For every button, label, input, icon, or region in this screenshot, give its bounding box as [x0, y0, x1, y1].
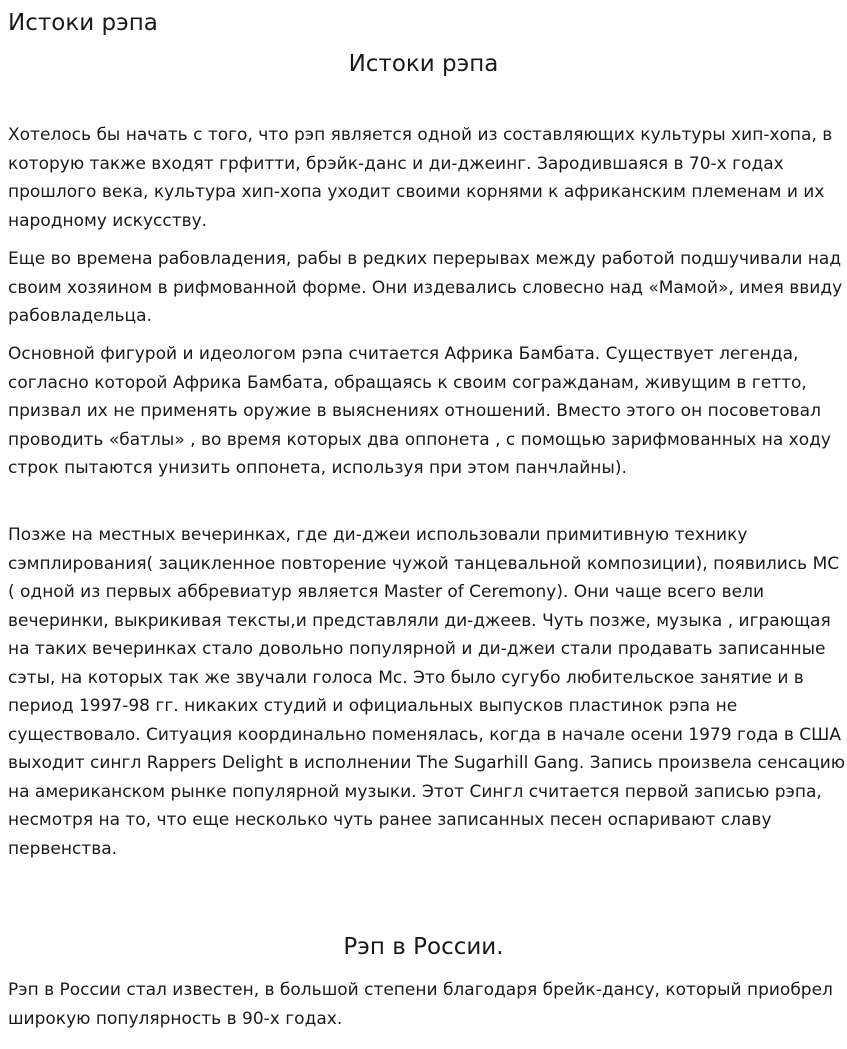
paragraph: Рэп в России стал известен, в большой степени благодаря брейк-дансу, который приобрел широкую популярность в 90-х годах.	[8, 980, 833, 1029]
paragraph: Еще во времена рабовладения, рабы в редких перерывах между работой подшучивали над своим хозяином в рифмованной форме. Они издевались словесно над «Мамой», имея ввиду рабовладельца.	[8, 249, 843, 326]
paragraph: Основной фигурой и идеологом рэпа считается Африка Бамбата. Существует легенда, согласно которой Африка Бамбата, обращаясь к своим согражданам, живущим в гетто, призвал их не применять оружие в выяснениях отношений. Вместо этого он посоветовал проводить «батлы» , во время которых два оппонета , с помощью зарифмованных на ходу строк пытаются унизить оппонета, используя при этом панчлайны).	[8, 344, 831, 478]
document-title: Истоки рэпа	[8, 10, 158, 36]
paragraph: Хотелось бы начать с того, что рэп является одной из составляющих культуры хип-хопа, в которую также входят грфитти, брэйк-данс и ди-джеинг. Зародившаяся в 70-х годах прошлого века, культура хип-хопа уходит своими корнями к африканским племенам и их народному искусству.	[8, 125, 833, 231]
section-heading-origins: Истоки рэпа	[348, 51, 499, 77]
paragraph: Позже на местных вечеринках, где ди-джеи использовали примитивную технику сэмплирования( зацикленное повторение чужой танцевальной композиции), появились МС ( одной из первых аббревиатур является Master of Ceremony). Они чаще всего вели вечеринки, выкрикивая тексты,и представляли ди-джеев. Чуть позже, музыка , играющая на таких вечеринках стало довольно популярной и ди-джеи стали продавать записанные сэты, на которых так же звучали голоса Мс. Это было сугубо любительское занятие и в период 1997-98 гг. никаких студий и официальных выпусков пластинок рэпа не существовало. Ситуация координально поменялась, когда в начале осени 1979 года в США выходит сингл Rappers Delight в исполнении The Sugarhill Gang. Запись произвела сенсацию на американском рынке популярной музыки. Этот Сингл считается первой записью рэпа, несмотря на то, что еще несколько чуть ранее записанных песен оспаривают славу первенства.	[8, 525, 846, 859]
section-heading-russia: Рэп в России.	[343, 934, 504, 960]
